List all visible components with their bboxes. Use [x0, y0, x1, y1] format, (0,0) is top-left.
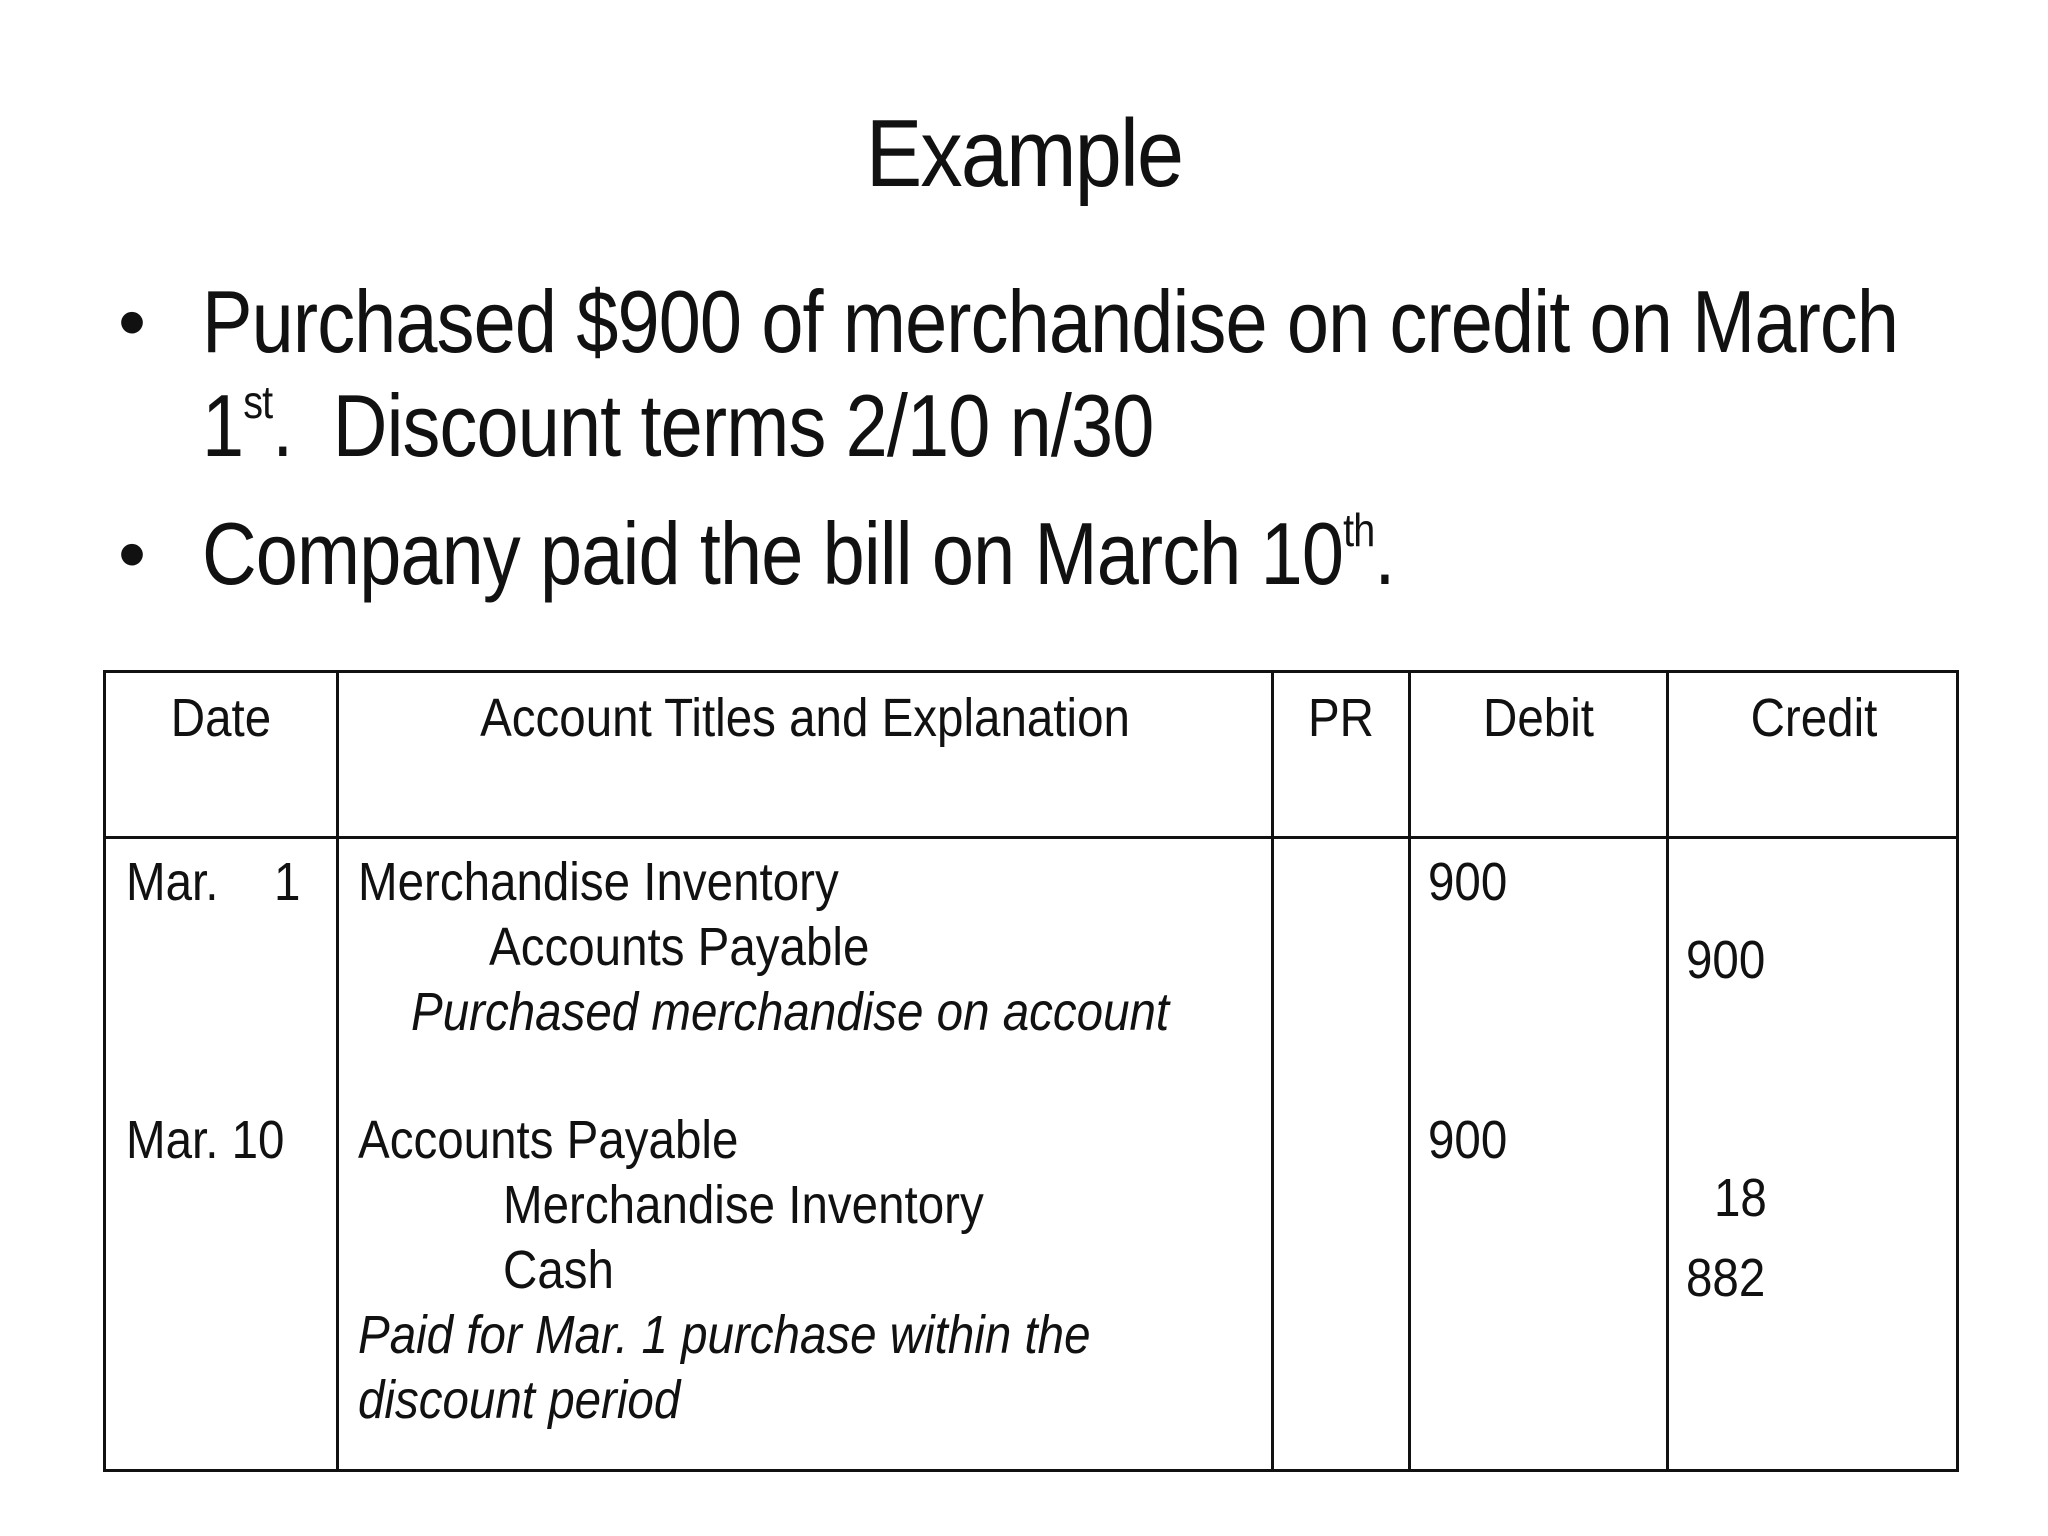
- bullet-item-purchase: [118, 270, 1998, 478]
- header-divider: [106, 836, 1956, 839]
- entry-explanation: Paid for Mar. 1 purchase within the: [358, 1305, 1091, 1365]
- entry-debit-account: Merchandise Inventory: [358, 852, 839, 912]
- bullet-text: [202, 502, 1395, 606]
- bullet-line-post: . Discount terms 2/10 n/30: [272, 376, 1154, 475]
- bullet-line-post: .: [1374, 504, 1395, 603]
- ordinal-suffix: st: [243, 376, 273, 428]
- entry-credit-account: Cash: [503, 1240, 614, 1300]
- bullet-dot-icon: •: [118, 509, 146, 598]
- entry-credit-amount: 882: [1686, 1248, 1766, 1308]
- header-credit: Credit: [1750, 688, 1878, 748]
- column-divider: [1271, 673, 1274, 1469]
- column-divider: [1408, 673, 1411, 1469]
- header-debit: Debit: [1483, 688, 1594, 748]
- bullet-line-pre: 1: [202, 376, 244, 475]
- entry-debit-account: Accounts Payable: [358, 1110, 739, 1170]
- bullet-text: [202, 270, 1898, 478]
- entry-date-day: 1: [274, 852, 301, 912]
- bullet-list: [118, 270, 1998, 630]
- entry-credit-account: Accounts Payable: [489, 917, 870, 977]
- bullet-item-payment: [118, 502, 1998, 606]
- header-account-titles: Account Titles and Explanation: [480, 688, 1130, 748]
- bullet-dot-icon: •: [118, 277, 146, 366]
- header-pr: PR: [1307, 688, 1374, 748]
- entry-explanation: discount period: [358, 1370, 681, 1430]
- ordinal-suffix: th: [1343, 504, 1375, 556]
- entry-credit-amount: 900: [1686, 930, 1766, 990]
- entry-credit-account: Merchandise Inventory: [503, 1175, 984, 1235]
- slide-title: Example: [865, 100, 1183, 207]
- entry-debit-amount: 900: [1428, 1110, 1508, 1170]
- entry-date: Mar. 10: [126, 1110, 285, 1170]
- journal-table: [103, 670, 1959, 1472]
- header-date: Date: [170, 688, 272, 748]
- bullet-line: Purchased $900 of merchandise on credit on March: [202, 272, 1899, 371]
- entry-debit-amount: 900: [1428, 852, 1508, 912]
- entry-credit-amount: 18: [1714, 1168, 1767, 1228]
- entry-explanation: Purchased merchandise on account: [411, 982, 1170, 1042]
- column-divider: [336, 673, 339, 1469]
- column-divider: [1666, 673, 1669, 1469]
- bullet-line-pre: Company paid the bill on March 10: [202, 504, 1344, 603]
- bullet-line: [202, 374, 1898, 478]
- entry-date-month: Mar.: [126, 852, 219, 912]
